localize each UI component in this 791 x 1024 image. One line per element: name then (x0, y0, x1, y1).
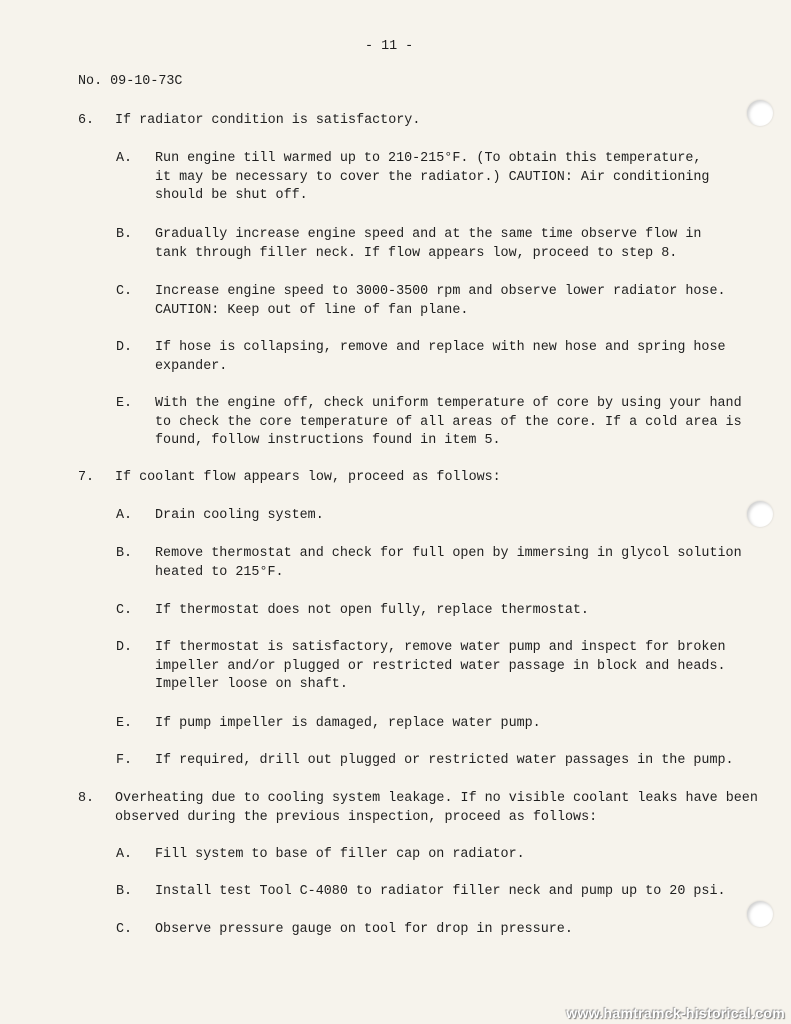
binder-hole (747, 901, 773, 927)
item-line: If thermostat is satisfactory, remove water pump and inspect for broken (155, 640, 726, 655)
page-number: - 11 - (365, 39, 414, 54)
item-line: If hose is collapsing, remove and replace with new hose and spring hose (155, 340, 726, 355)
section-line: Overheating due to cooling system leakage. If no visible coolant leaks have been (115, 791, 758, 806)
item-text (155, 715, 685, 734)
section-line: observed during the previous inspection, proceed as follows: (115, 809, 598, 825)
section-number: 6. (78, 113, 95, 128)
item-text (155, 846, 685, 865)
item-line: If pump impeller is damaged, replace water pump. (155, 716, 541, 731)
item-line: Observe pressure gauge on tool for drop in pressure. (155, 922, 573, 937)
item-line: impeller and/or plugged or restricted water passage in block and heads. (155, 658, 726, 674)
item-line: Drain cooling system. (155, 508, 324, 523)
item-letter: A. (116, 508, 133, 523)
item-letter: D. (116, 340, 133, 355)
item-text (155, 226, 702, 263)
item-line: found, follow instructions found in item 5. (155, 433, 501, 449)
section-heading: If radiator condition is satisfactory. (115, 113, 421, 128)
item-letter: B. (116, 884, 133, 899)
item-letter: E. (116, 396, 133, 411)
item-line: CAUTION: Keep out of line of fan plane. (155, 302, 469, 318)
item-letter: A. (116, 151, 133, 166)
item-letter: E. (116, 716, 133, 731)
section-heading: If coolant flow appears low, proceed as follows: (115, 470, 501, 485)
item-letter: C. (116, 922, 133, 937)
item-text (155, 283, 726, 320)
item-text (155, 395, 742, 451)
item-text (155, 921, 685, 940)
item-line: expander. (155, 358, 228, 374)
item-text (155, 639, 726, 695)
binder-hole (747, 100, 773, 126)
item-line: With the engine off, check uniform temperature of core by using your hand (155, 396, 742, 411)
item-text (155, 883, 726, 902)
item-letter: F. (116, 753, 133, 768)
item-line: Gradually increase engine speed and at the same time observe flow in (155, 227, 702, 242)
item-line: Remove thermostat and check for full open by immersing in glycol solution (155, 546, 742, 561)
item-letter: D. (116, 640, 133, 655)
item-text (155, 752, 734, 771)
section-number: 7. (78, 470, 95, 485)
item-line: Impeller loose on shaft. (155, 677, 348, 693)
item-line: it may be necessary to cover the radiator.) CAUTION: Air conditioning (155, 169, 710, 185)
document-number: No. 09-10-73C (78, 74, 183, 89)
item-letter: B. (116, 227, 133, 242)
item-letter: B. (116, 546, 133, 561)
item-line: heated to 215°F. (155, 564, 284, 580)
item-line: Install test Tool C-4080 to radiator filler neck and pump up to 20 psi. (155, 884, 726, 899)
item-letter: C. (116, 284, 133, 299)
item-line: to check the core temperature of all areas of the core. If a cold area is (155, 414, 742, 430)
watermark: www.hamtramck-historical.com (566, 1005, 785, 1021)
item-line: If thermostat does not open fully, replace thermostat. (155, 603, 589, 618)
item-letter: C. (116, 603, 133, 618)
item-line: Run engine till warmed up to 210-215°F. (To obtain this temperature, (155, 151, 702, 166)
item-line: Fill system to base of filler cap on radiator. (155, 847, 525, 862)
item-text (155, 507, 685, 526)
item-line: Increase engine speed to 3000-3500 rpm and observe lower radiator hose. (155, 284, 726, 299)
item-text (155, 339, 726, 376)
item-line: tank through filler neck. If flow appears low, proceed to step 8. (155, 245, 678, 261)
item-text (155, 602, 685, 621)
item-letter: A. (116, 847, 133, 862)
section-number: 8. (78, 791, 95, 806)
item-line: If required, drill out plugged or restricted water passages in the pump. (155, 753, 734, 768)
item-text (155, 545, 742, 582)
item-line: should be shut off. (155, 188, 308, 204)
section-heading (115, 790, 758, 827)
binder-hole (747, 501, 773, 527)
item-text (155, 150, 710, 206)
